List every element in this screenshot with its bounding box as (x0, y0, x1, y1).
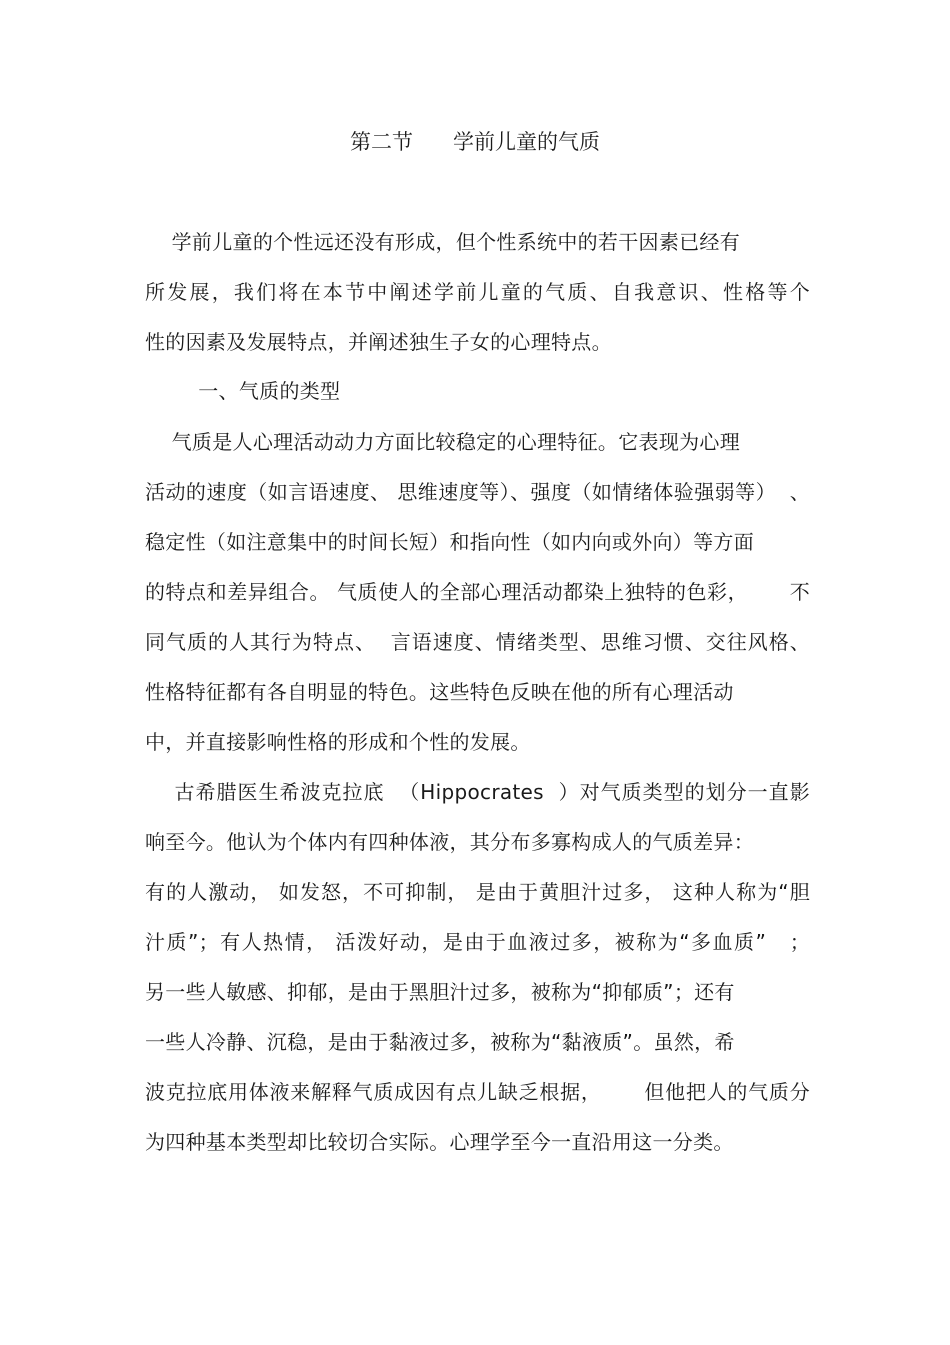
body-line: 的特点和差异组合。 气质使人的全部心理活动都染上独特的色彩， 不 (145, 580, 810, 604)
body-line: 波克拉底用体液来解释气质成因有点儿缺乏根据， 但他把人的气质分 (145, 1080, 810, 1104)
body-line: 性的因素及发展特点，并阐述独生子女的心理特点。 (145, 330, 612, 354)
body-line: 稳定性（如注意集中的时间长短）和指向性（如内向或外向）等方面 (145, 530, 754, 554)
subsection-heading: 一、气质的类型 (145, 379, 341, 403)
body-line: 一些人冷静、沉稳，是由于黏液过多，被称为“黏液质”。虽然，希 (145, 1030, 735, 1054)
body-line: 气质是人心理活动动力方面比较稳定的心理特征。它表现为心理 (145, 430, 741, 454)
body-line: 活动的速度（如言语速度、 思维速度等）、强度（如情绪体验强弱等） 、 (145, 480, 810, 504)
body-line: 古希腊医生希波克拉底 （Hippocrates ）对气质类型的划分一直影 (145, 780, 810, 804)
body-line: 汁质”；有人热情， 活泼好动，是由于血液过多，被称为“多血质” ； (145, 930, 810, 954)
body-line: 学前儿童的个性远还没有形成，但个性系统中的若干因素已经有 (145, 230, 741, 254)
body-line: 为四种基本类型却比较切合实际。心理学至今一直沿用这一分类。 (145, 1130, 734, 1154)
body-line: 响至今。他认为个体内有四种体液，其分布多寡构成人的气质差异： (145, 830, 754, 854)
body-line: 所发展，我们将在本节中阐述学前儿童的气质、自我意识、性格等个 (145, 280, 810, 304)
body-line: 另一些人敏感、抑郁，是由于黑胆汁过多，被称为“抑郁质”；还有 (145, 980, 735, 1004)
body-line: 同气质的人其行为特点、 言语速度、情绪类型、思维习惯、交往风格、 (145, 630, 810, 654)
body-line: 中，并直接影响性格的形成和个性的发展。 (145, 730, 531, 754)
body-line: 性格特征都有各自明显的特色。这些特色反映在他的所有心理活动 (145, 680, 734, 704)
section-title: 第二节 学前儿童的气质 (349, 130, 601, 154)
body-line: 有的人激动， 如发怒，不可抑制， 是由于黄胆汁过多， 这种人称为“胆 (145, 880, 810, 904)
